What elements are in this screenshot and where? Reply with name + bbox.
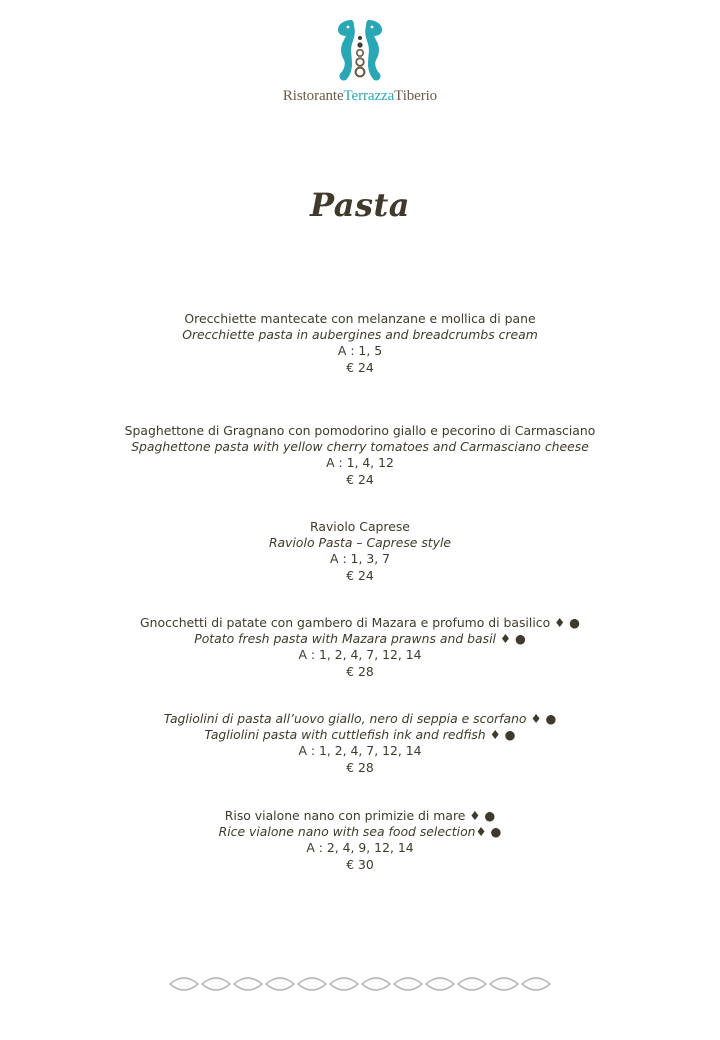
wave-ornament-segment (522, 978, 550, 990)
dish-name-it: Orecchiette mantecate con melanzane e mollica di pane (184, 311, 536, 326)
dish-price: € 24 (346, 471, 374, 487)
dish-allergens: A : 1, 2, 4, 7, 12, 14 (298, 743, 422, 759)
wave-ornament-segment (170, 978, 198, 990)
dish-name-en: Raviolo Pasta – Caprese style (268, 535, 452, 551)
dish-allergens: A : 1, 2, 4, 7, 12, 14 (298, 647, 422, 663)
dish-tagliolini (0, 711, 720, 776)
dish-spaghettone (0, 423, 720, 488)
seahorse-pair-logo-icon (330, 18, 390, 84)
wave-ornament-segment (458, 978, 486, 990)
wave-ornament-segment (266, 978, 294, 990)
section-title: Pasta (310, 186, 410, 224)
wave-ornament-segment (394, 978, 422, 990)
dish-name-en: Rice vialone nano with sea food selection♦ ● (218, 824, 502, 840)
restaurant-name (0, 88, 720, 105)
dish-name-en: Tagliolini pasta with cuttlefish ink and redfish ♦ ● (204, 727, 516, 743)
wave-ornament-segment (490, 978, 518, 990)
dish-name-it: Riso vialone nano con primizie di mare ♦ ● (224, 808, 496, 823)
wave-ornament-segment (298, 978, 326, 990)
brand-part-tiberio: Tiberio (394, 88, 438, 104)
wave-ornament-icon (168, 972, 552, 996)
dish-name-en: Potato fresh pasta with Mazara prawns and basil ♦ ● (194, 631, 526, 647)
dish-name-it: Gnocchetti di patate con gambero di Mazara e profumo di basilico ♦ ● (140, 615, 580, 630)
wave-ornament-segment (362, 978, 390, 990)
dish-price: € 30 (346, 856, 374, 872)
dish-name-en: Spaghettone pasta with yellow cherry tomatoes and Carmasciano cheese (131, 439, 589, 455)
dish-name-it: Raviolo Caprese (310, 519, 410, 534)
wave-ornament-segment (330, 978, 358, 990)
dish-raviolo (0, 519, 720, 584)
restaurant-logo (0, 18, 720, 105)
dish-name-it: Spaghettone di Gragnano con pomodorino giallo e pecorino di Carmasciano (124, 423, 596, 438)
dish-price: € 24 (346, 567, 374, 583)
wave-ornament-segment (202, 978, 230, 990)
dish-gnocchetti (0, 615, 720, 680)
brand-part-terrazza: Terrazza (343, 88, 395, 104)
footer-ornament (0, 972, 720, 996)
brand-part-ristorante: Ristorante (282, 88, 344, 104)
dish-orecchiette (0, 311, 720, 376)
dish-riso (0, 808, 720, 873)
dish-allergens: A : 1, 5 (337, 343, 383, 359)
dish-allergens: A : 1, 4, 12 (326, 455, 394, 471)
wave-ornament-segment (426, 978, 454, 990)
dish-allergens: A : 1, 3, 7 (330, 551, 390, 567)
dish-price: € 24 (346, 359, 374, 375)
dish-name-it: Tagliolini di pasta all’uovo giallo, nero di seppia e scorfano ♦ ● (163, 711, 557, 726)
dish-price: € 28 (346, 663, 374, 679)
dish-allergens: A : 2, 4, 9, 12, 14 (306, 840, 414, 856)
dish-name-en: Orecchiette pasta in aubergines and breadcrumbs cream (182, 327, 538, 343)
wave-ornament-segment (234, 978, 262, 990)
dish-price: € 28 (346, 759, 374, 775)
